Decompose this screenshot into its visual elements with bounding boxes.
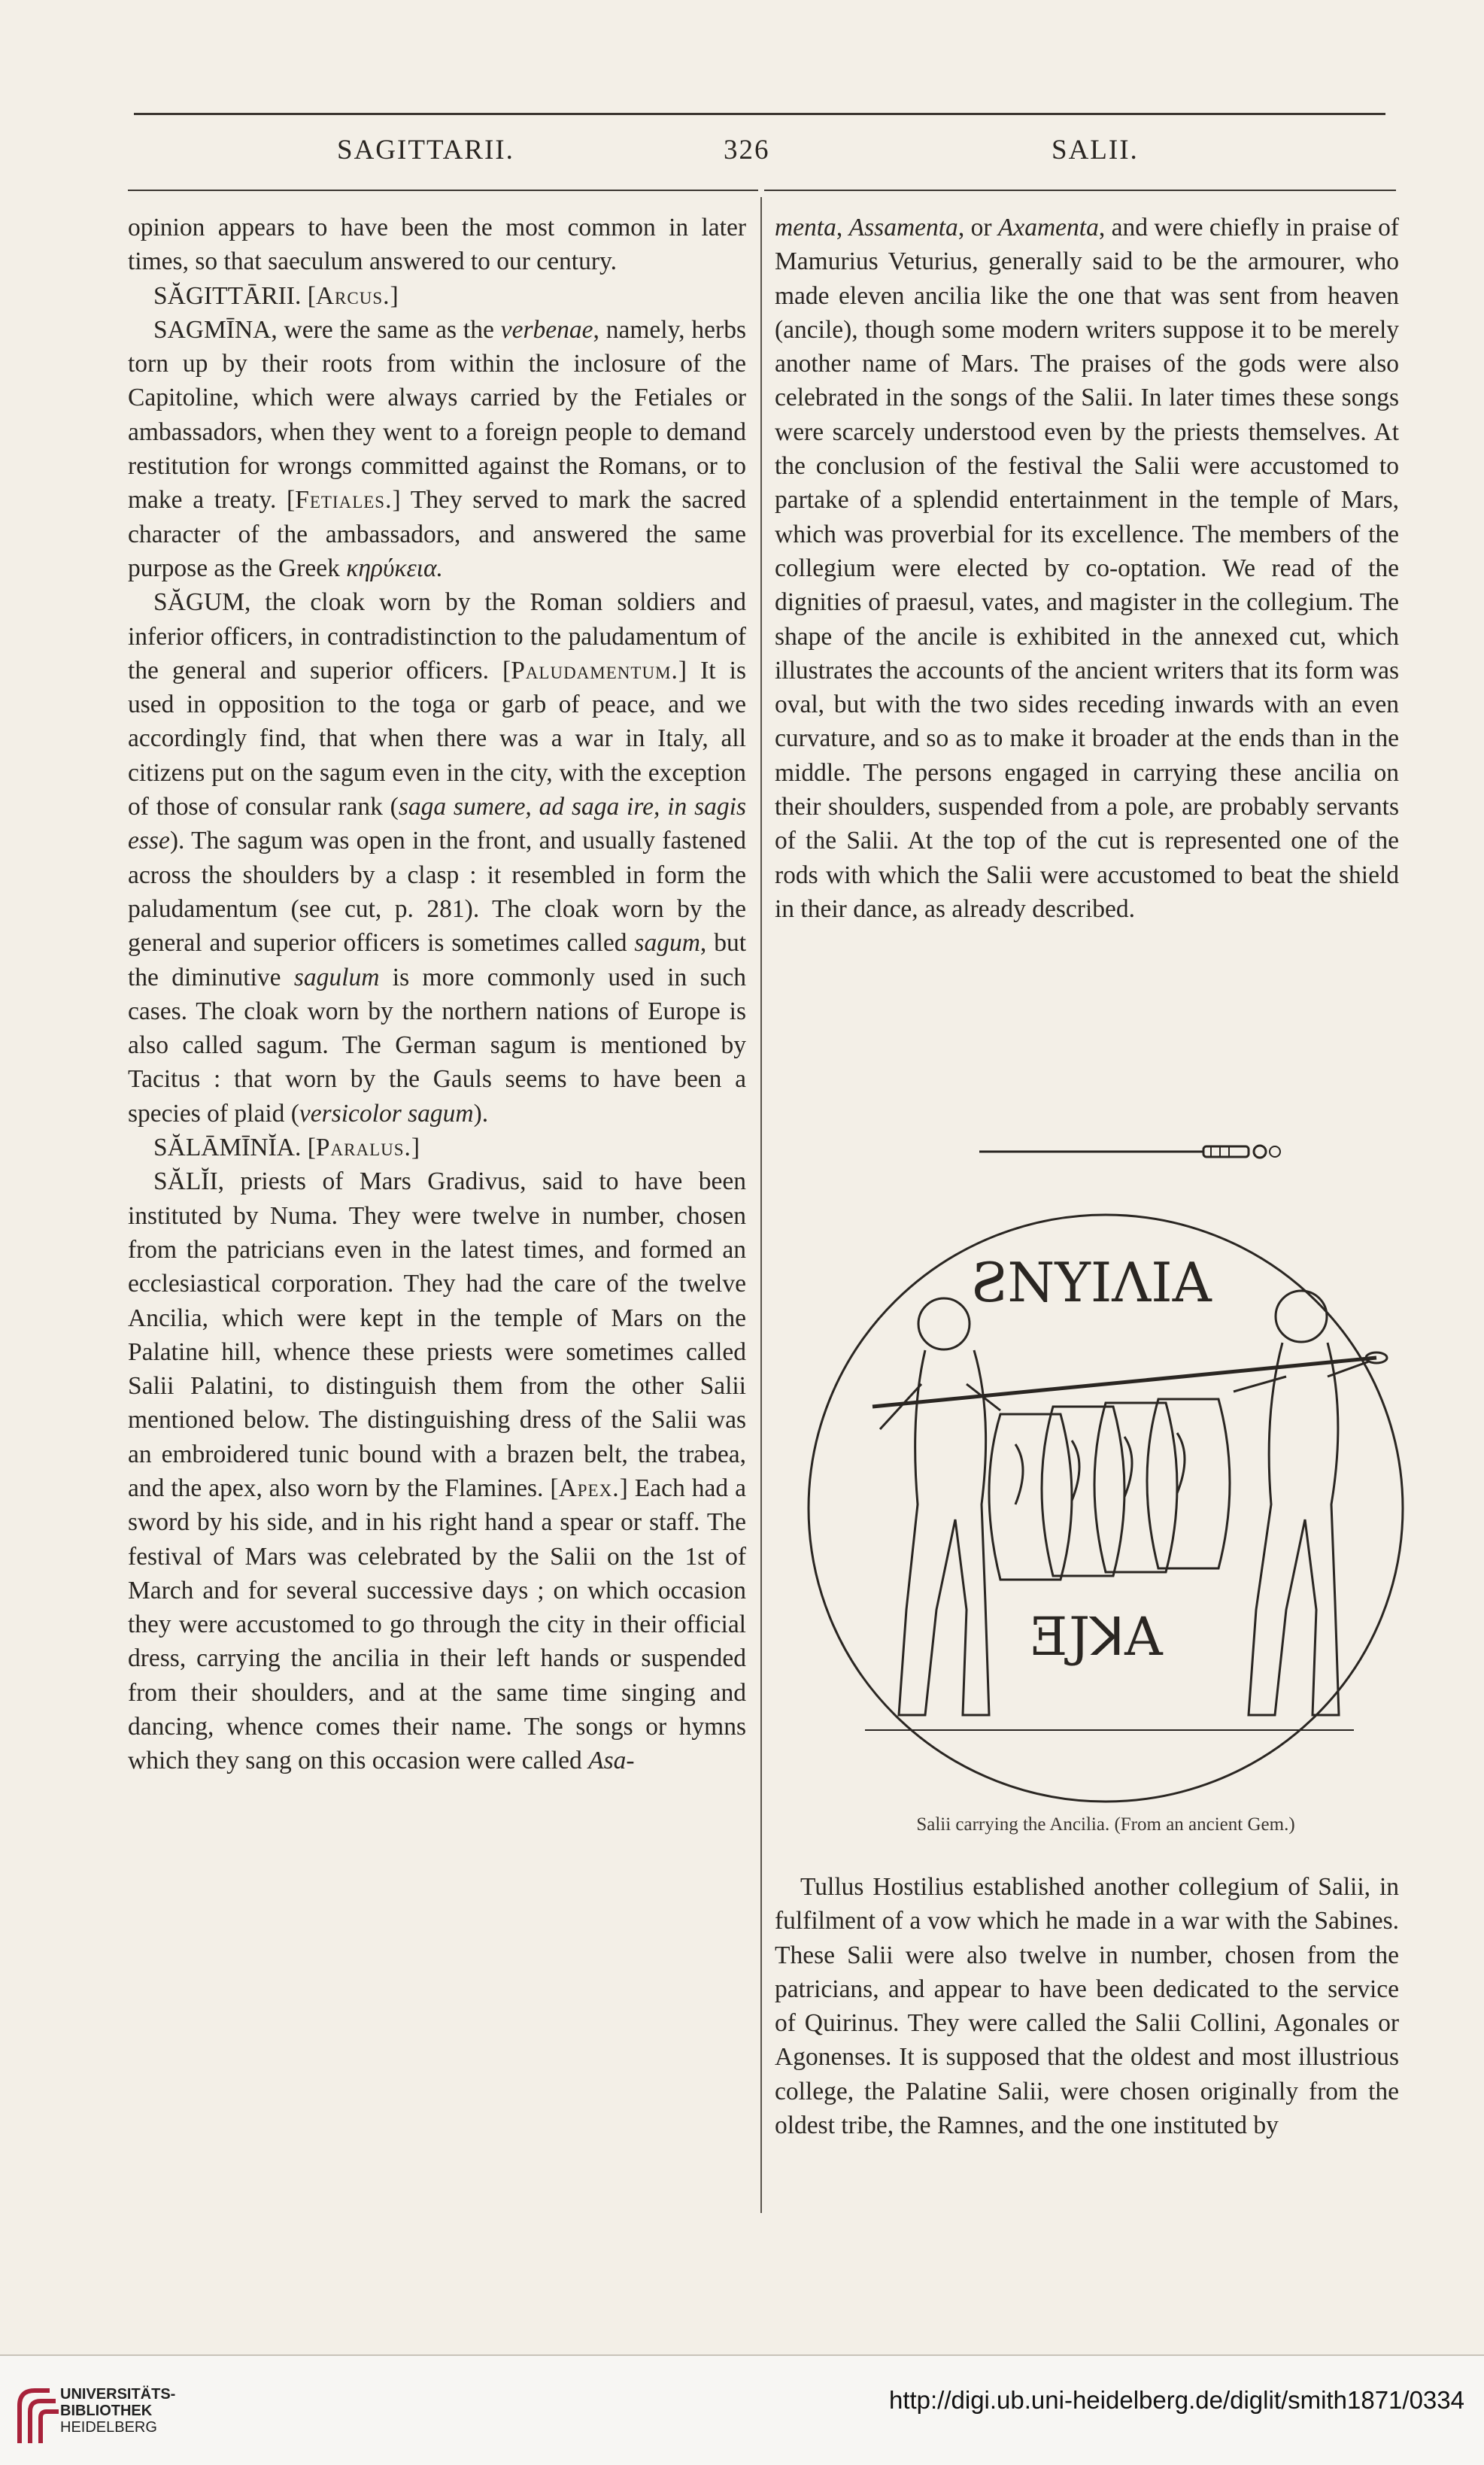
text-run: , namely, herbs torn up by their roots from within the inclosure of the Capitoline, which were always carried by the Fetiales or ambassadors, when they went to a foreign people to demand restitution for wrongs committed against the Romans, or to make a treaty. [: [128, 315, 746, 515]
right-figure: [1234, 1291, 1369, 1715]
text-run: , or: [957, 214, 998, 241]
text-run: is more commonly used in such cases. The cloak worn by the northern nations of Europe is also called sagum. The German sagum is mentioned by Tacitus : that worn by the Gauls seems to have been a species of plaid (: [128, 963, 746, 1128]
italic-term: Axamenta: [997, 214, 1099, 241]
left-column: [128, 211, 746, 1778]
italic-term: verbenae: [500, 315, 593, 344]
italic-term: Asa-: [588, 1747, 635, 1775]
italic-term: sagulum: [293, 963, 380, 991]
cross-reference: Paralus.: [315, 1134, 411, 1162]
paragraph: opinion appears to have been the most common in later times, so that saeculum answered to our century.: [128, 214, 746, 276]
paragraph: SĂGITTĀRII. [Arcus.]: [153, 281, 399, 310]
italic-term: Assamenta: [848, 214, 958, 241]
inscription-top: ƧNYΙΛΙΑ: [970, 1251, 1212, 1314]
page-footer: [0, 2354, 1484, 2465]
cross-reference: Fetiales.: [295, 486, 393, 515]
running-head: [0, 134, 1484, 179]
logo-line-1: UNIVERSITÄTS-: [60, 2386, 176, 2403]
logo-line-3: HEIDELBERG: [60, 2419, 157, 2436]
source-url-link[interactable]: http://digi.ub.uni-heidelberg.de/diglit/smith1871/0334: [888, 2386, 1464, 2414]
header-rule-left: [128, 190, 758, 191]
column-divider: [760, 197, 762, 2213]
entry-head: SĂLĀMĪNĬA.: [153, 1134, 302, 1162]
text-run: SAGMĪNA, were the same as the: [153, 315, 501, 344]
running-head-right: SALII.: [1052, 135, 1139, 165]
paragraph: [128, 313, 746, 585]
paragraph: SĂLĀMĪNĬA. [Paralus.]: [153, 1134, 420, 1162]
entry-head: SĂGITTĀRII.: [153, 281, 302, 310]
rod-ornament-icon: [978, 1140, 1316, 1163]
inscription-bottom: ƎЈꓘΑ: [1030, 1606, 1163, 1668]
header-rule-right: [764, 190, 1396, 191]
italic-term: sagum: [634, 929, 700, 958]
text-run: ] Each had a sword by his side, and in his right hand a spear or staff. The festival of Mars was celebrated by the Salii on the 1st of March and for several successive days ; on which occasion they were accustomed to go through the city in their official dress, carrying the ancilia in their left hands or suspended from their shoulders, and at the same time singing and dancing, whence comes their name. The songs or hymns which they sang on this occasion were called: [128, 1474, 746, 1775]
running-head-left: SAGITTARII.: [337, 135, 514, 165]
text-run: , and were chiefly in praise of Mamurius Veturius, generally said to be the armourer, who made eleven ancilia like the one that was sent from heaven (ancile), though some modern writers suppose it to be merely another name of Mars. The praises of the gods were also celebrated in the songs of the Salii. In later times these songs were scarcely understood even by the priests themselves. At the conclusion of the festival the Salii were accustomed to partake of a splendid entertainment in the temple of Mars, which was proverbial for its excellence. The members of the collegium were elected by co-optation. We read of the dignities of praesul, vates, and magister in the collegium. The shape of the ancile is exhibited in the annexed cut, which illustrates the accounts of the ancient writers that its form was oval, but with the two sides receding inwards with an even curvature, and so as to make it broader at the ends than in the middle. The persons engaged in carrying these ancilia on their shoulders, suspended from a pole, are probably servants of the Salii. At the top of the cut is represented one of the rods with which the Salii were accustomed to beat the shield in their dance, as already described.: [775, 214, 1400, 923]
italic-term: versicolor sagum: [299, 1099, 474, 1128]
italic-term: κηρύκεια.: [346, 554, 443, 582]
italic-term: menta: [775, 214, 836, 241]
paragraph-salii-continued: [775, 211, 1399, 926]
figure-caption: Salii carrying the Ancilia. (From an ancient Gem.): [916, 1814, 1295, 1835]
cross-reference: Paludamentum.: [511, 656, 678, 685]
right-column-bottom: [775, 1870, 1399, 2142]
left-figure: [880, 1298, 1000, 1715]
page-number: 326: [724, 135, 770, 165]
cross-reference: Apex.: [558, 1474, 620, 1502]
paragraph: [128, 585, 746, 1131]
paragraph-tullus: Tullus Hostilius established another collegium of Salii, in fulfilment of a vow which he made in a war with the Sabines. These Salii were also twelve in number, chosen from the patricians, and appear to have been dedicated to the service of Quirinus. They were called the Salii Collini, Agonales or Agonenses. It is supposed that the oldest and most illustrious college, the Palatine Salii, were chosen originally from the oldest tribe, the Ramnes, and the one instituted by: [775, 1873, 1399, 2140]
text-run: ).: [473, 1099, 489, 1128]
top-rule: [134, 113, 1385, 115]
text-run: ,: [836, 214, 849, 241]
logo-line-2: BIBLIOTHEK: [60, 2403, 153, 2419]
text-run: , but the diminutive: [128, 929, 747, 991]
right-column-top: [775, 211, 1399, 926]
cross-reference: Arcus.: [315, 281, 390, 310]
text-run: SĂGUM, the cloak worn by the Roman soldiers and inferior officers, in contradistinction to the paludamentum of the general and superior officers. [: [128, 588, 746, 685]
ancilia-shields: [989, 1399, 1230, 1580]
text-run: ). The sagum was open in the front, and usually fastened across the shoulders by a clasp : it resembled in form the paludamentum (see cut, p. 281). The cloak worn by the general and superior officers is sometimes called: [128, 827, 746, 958]
italic-term: saga sumere, ad saga ire, in sagis esse: [128, 793, 746, 855]
gem-illustration: [775, 1188, 1437, 1850]
text-run: ] It is used in opposition to the toga or garb of peace, and we accordingly find, that when there was a war in Italy, all citizens put on the sagum even in the city, with the exception of those of consular rank (: [128, 656, 746, 821]
logo-text: [60, 2386, 175, 2436]
text-run: ] They served to mark the sacred character of the ambassadors, and answered the same purpose as the Greek: [128, 486, 746, 582]
text-run: SĂLĬI, priests of Mars Gradivus, said to have been instituted by Numa. They were twelve in number, chosen from the patricians even in the latest times, and formed an ecclesiastical corporation. They had the care of the twelve Ancilia, which were kept in the temple of Mars on the Palatine hill, whence these priests were sometimes called Salii Palatini, to distinguish them from the other Salii mentioned below. The distinguishing dress of the Salii was an embroidered tunic bound with a brazen belt, the trabea, and the apex, also worn by the Flamines. [: [128, 1167, 746, 1502]
paragraph: [128, 1164, 746, 1777]
